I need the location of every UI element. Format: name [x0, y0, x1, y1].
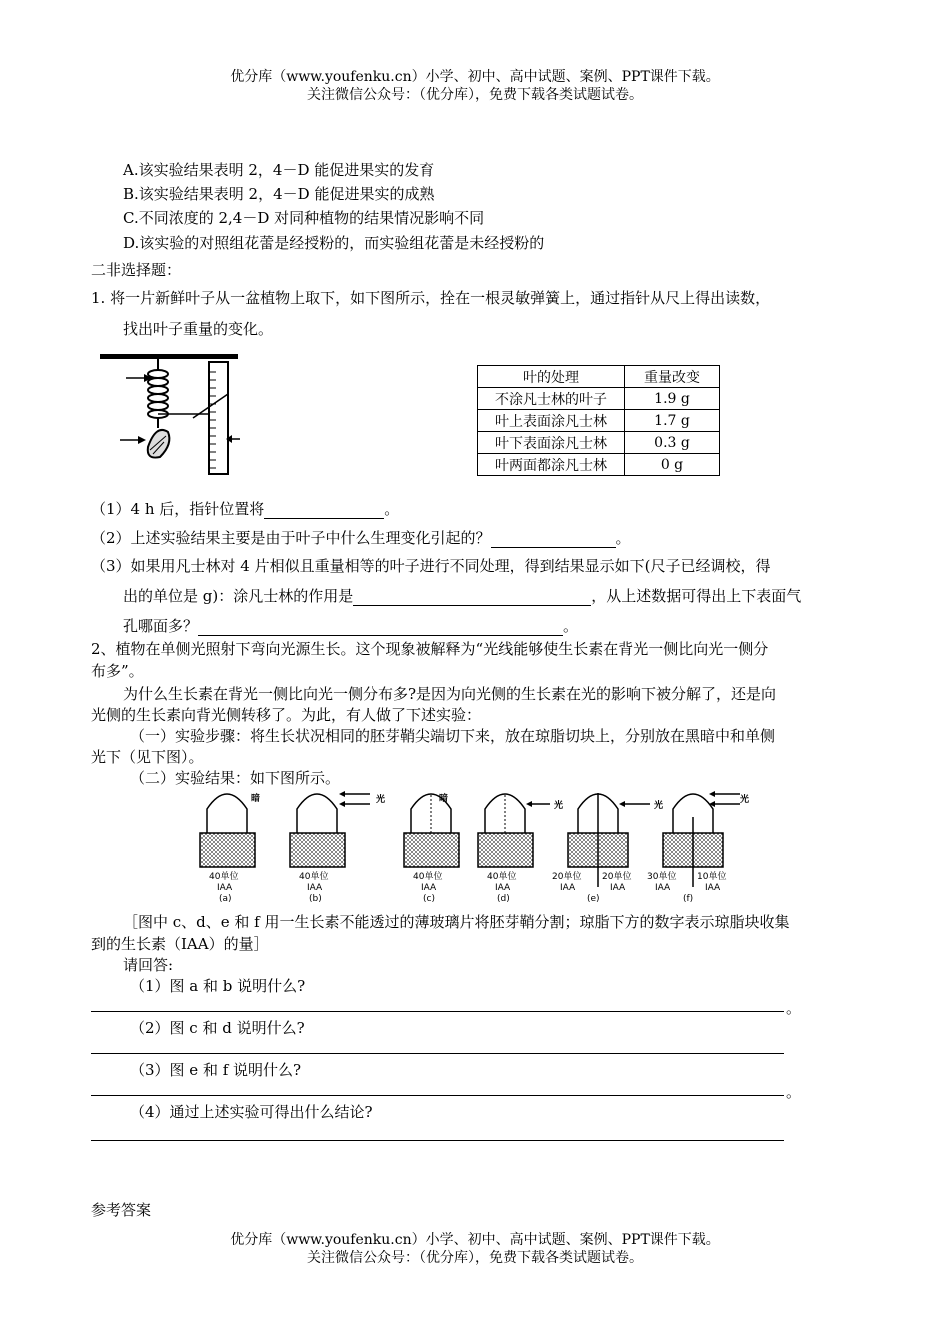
q2-line-3: 为什么生长素在背光一侧比向光一侧分布多?是因为向光侧的生长素在光的影响下被分解了，还是向 — [123, 685, 777, 703]
iaa-label-c: IAA — [421, 883, 437, 893]
table-row — [478, 454, 720, 476]
q2-line-4: 光侧的生长素向背光侧转移了。为此，有人做了下述实验： — [91, 706, 482, 724]
answer-blank[interactable] — [491, 532, 616, 548]
q2-step1-line-2: 光下（见下图）。 — [91, 748, 204, 766]
iaa-value-e-left: 20单位 — [552, 872, 582, 882]
q2-note-line-1: ［图中 c、d、e 和 f 用一生长素不能透过的薄玻璃片将胚芽鞘分割；琼脂下方的数字表示琼脂块收集 — [123, 913, 790, 931]
iaa-label-b: IAA — [307, 883, 323, 893]
iaa-label-e-left: IAA — [560, 883, 576, 893]
answer-blank[interactable] — [353, 590, 591, 606]
option-b: B.该实验结果表明 2，4－D 能促进果实的成熟 — [123, 185, 435, 203]
q1-sub3-line-1: （3）如果用凡士林对 4 片相似且重量相等的叶子进行不同处理，得到结果显示如下(尺子已经调校，得 — [91, 557, 771, 575]
q1-sub3-question: 孔哪面多？ — [123, 617, 199, 635]
coleoptile-a — [207, 794, 247, 833]
dark-label-a: 暗 — [251, 794, 261, 804]
panel-label-f: (f) — [683, 894, 694, 904]
panel-label-d: (d) — [497, 894, 510, 904]
q2-question-3: （3）图 e 和 f 说明什么? — [130, 1061, 302, 1079]
table-header: 重量改变 — [625, 366, 720, 388]
iaa-label-d: IAA — [495, 883, 511, 893]
iaa-value-b: 40单位 — [299, 872, 329, 882]
coleoptile-b — [297, 794, 337, 833]
q2-question-4: （4）通过上述实验可得出什么结论? — [130, 1103, 373, 1121]
q1-sub3-end: 。 — [563, 617, 579, 635]
q1-sub3-line-2 — [123, 585, 801, 606]
answer-line-4[interactable] — [91, 1140, 784, 1141]
table-cell: 叶下表面涂凡士林 — [478, 432, 625, 454]
iaa-value-f-left: 30单位 — [647, 872, 677, 882]
option-d: D.该实验的对照组花蕾是经授粉的，而实验组花蕾是未经授粉的 — [123, 234, 545, 252]
agar-block-d — [478, 833, 533, 867]
iaa-label-f-left: IAA — [655, 883, 671, 893]
q1-stem-line-1: 1. 将一片新鲜叶子从一盆植物上取下，如下图所示，拴在一根灵敏弹簧上，通过指针从尺上得出读数， — [91, 289, 771, 307]
q2-step2: （二）实验结果：如下图所示。 — [130, 769, 341, 787]
panel-label-b: (b) — [309, 894, 322, 904]
q1-sub1-text: （1）4 h 后，指针位置将 — [91, 500, 265, 518]
iaa-value-d: 40单位 — [487, 872, 517, 882]
table-cell: 0.3 g — [625, 432, 720, 454]
table-row — [478, 410, 720, 432]
light-label-e: 光 — [654, 801, 664, 811]
table-cell: 1.9 g — [625, 388, 720, 410]
option-c: C.不同浓度的 2,4－D 对同种植物的结果情况影响不同 — [123, 209, 485, 227]
table-cell: 叶上表面涂凡士林 — [478, 410, 625, 432]
panel-label-a: (a) — [219, 894, 232, 904]
iaa-value-e-right: 20单位 — [602, 872, 632, 882]
q1-sub2-text: （2）上述实验结果主要是由于叶子中什么生理变化引起的？ — [91, 529, 491, 547]
table-cell: 1.7 g — [625, 410, 720, 432]
agar-block-b — [290, 833, 345, 867]
spring-balance-figure — [98, 352, 243, 477]
answer-line-2[interactable] — [91, 1053, 784, 1054]
answer-line-1-end: 。 — [786, 999, 802, 1017]
option-a: A.该实验结果表明 2，4－D 能促进果实的发育 — [123, 161, 435, 179]
q2-question-1: （1）图 a 和 b 说明什么? — [130, 977, 306, 995]
light-label-f: 光 — [740, 795, 750, 805]
header-line-2: 关注微信公众号：（优分库），免费下载各类试题试卷。 — [307, 87, 643, 103]
panel-label-c: (c) — [423, 894, 435, 904]
dark-label-c: 暗 — [439, 794, 449, 804]
q1-sub3-line-3 — [123, 615, 578, 636]
panel-label-e: (e) — [587, 894, 600, 904]
agar-block-a — [200, 833, 255, 867]
footer-line-1: 优分库（www.youfenku.cn）小学、初中、高中试题、案例、PPT课件下载。 — [230, 1232, 720, 1248]
answer-blank[interactable] — [264, 503, 384, 519]
table-row — [478, 388, 720, 410]
q2-ask: 请回答: — [123, 956, 174, 974]
iaa-label-e-right: IAA — [610, 883, 626, 893]
answer-line-3-end: 。 — [786, 1083, 802, 1101]
light-label-b: 光 — [376, 795, 386, 805]
section-title: 二非选择题： — [91, 261, 182, 279]
q2-question-2: （2）图 c 和 d 说明什么? — [130, 1019, 305, 1037]
table-cell: 叶两面都涂凡士林 — [478, 454, 625, 476]
q2-note-line-2: 到的生长素（IAA）的量］ — [91, 935, 269, 953]
q1-stem-line-2: 找出叶子重量的变化。 — [123, 320, 274, 338]
leaf-weight-table — [477, 365, 720, 476]
q1-sub3-text: 出的单位是 g)：涂凡士林的作用是 — [123, 587, 354, 605]
answer-blank[interactable] — [198, 620, 563, 636]
iaa-label-f-right: IAA — [705, 883, 721, 893]
footer-line-2: 关注微信公众号：（优分库），免费下载各类试题试卷。 — [307, 1250, 643, 1266]
light-label-d: 光 — [554, 801, 564, 811]
q2-line-2: 布多”。 — [91, 662, 144, 680]
coleoptile-experiment-figure — [195, 787, 750, 907]
iaa-value-c: 40单位 — [413, 872, 443, 882]
q1-sub1-end: 。 — [384, 500, 400, 518]
answer-line-1[interactable] — [91, 1011, 784, 1012]
answer-line-3[interactable] — [91, 1095, 784, 1096]
iaa-label-a: IAA — [217, 883, 233, 893]
iaa-value-f-right: 10单位 — [697, 872, 727, 882]
iaa-value-a: 40单位 — [209, 872, 239, 882]
q2-line-1: 2、植物在单侧光照射下弯向光源生长。这个现象被解释为“光线能够使生长素在背光一侧比向光一侧分 — [91, 640, 769, 658]
agar-block-c — [404, 833, 459, 867]
q1-sub3-text-tail: ，从上述数据可得出上下表面气 — [591, 587, 802, 605]
table-row — [478, 432, 720, 454]
table-header: 叶的处理 — [478, 366, 625, 388]
header-line-1: 优分库（www.youfenku.cn）小学、初中、高中试题、案例、PPT课件下载。 — [230, 69, 720, 85]
q2-step1-line-1: （一）实验步骤：将生长状况相同的胚芽鞘尖端切下来，放在琼脂切块上，分别放在黑暗中和单侧 — [130, 727, 776, 745]
answer-section-title: 参考答案 — [91, 1201, 152, 1219]
table-cell: 不涂凡士林的叶子 — [478, 388, 625, 410]
q1-sub2-end: 。 — [615, 529, 631, 547]
q1-sub2 — [91, 527, 631, 548]
table-cell: 0 g — [625, 454, 720, 476]
q1-sub1 — [91, 498, 399, 519]
